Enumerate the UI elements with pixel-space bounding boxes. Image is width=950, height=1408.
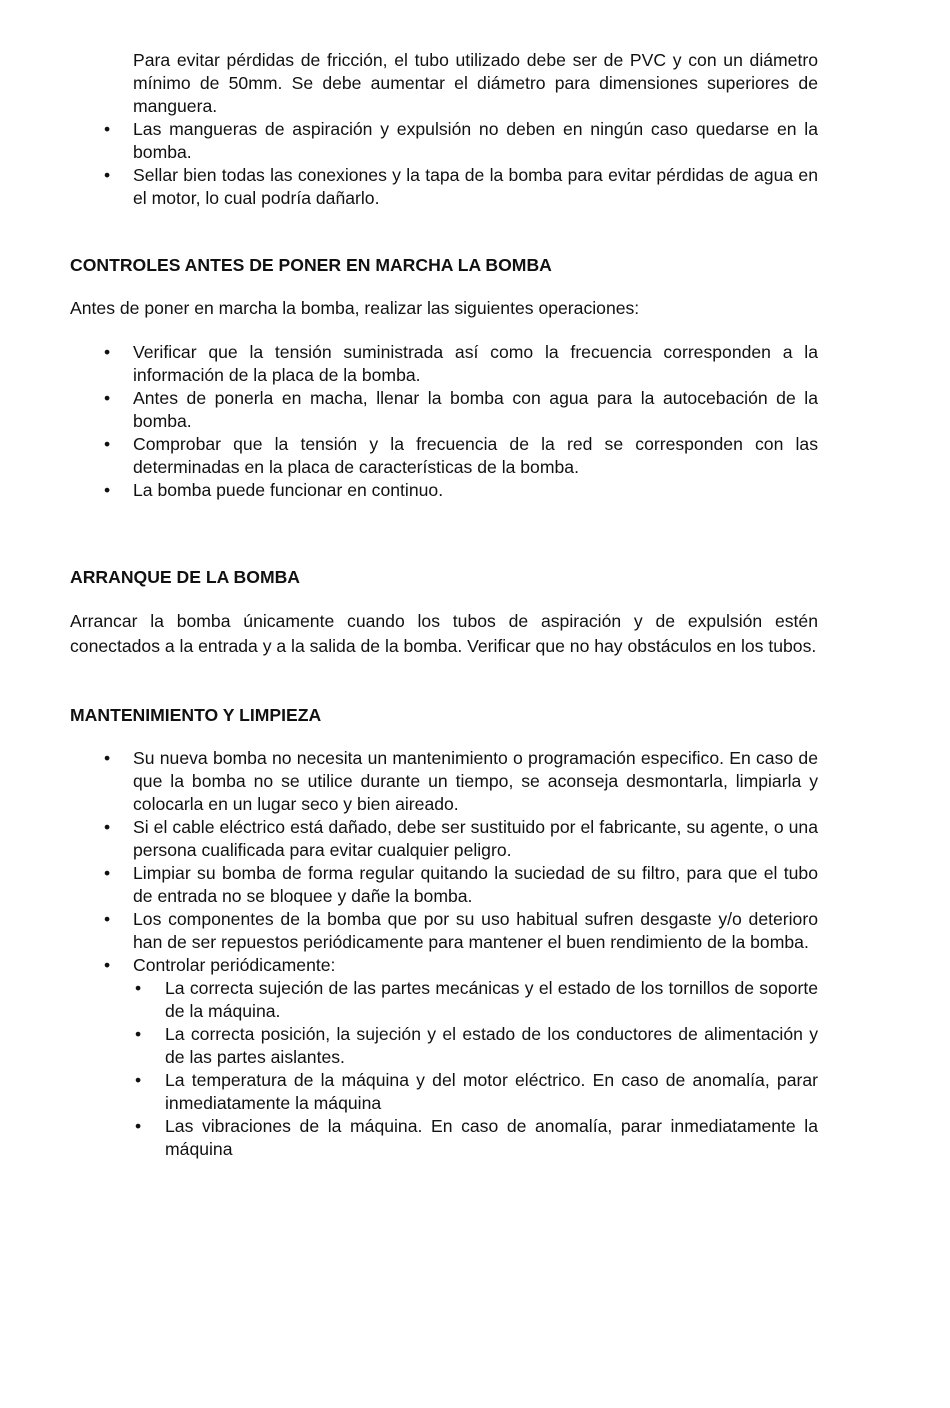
- bullet-dot: •: [104, 955, 111, 975]
- bullet-dot: •: [104, 434, 111, 454]
- bullet-dot: •: [104, 748, 111, 768]
- bullet-dot: •: [104, 909, 111, 929]
- continuation-paragraph: Para evitar pérdidas de fricción, el tubo utilizado debe ser de PVC y con un diámetro mínimo de 50mm. Se debe aumentar el diámetro para dimensiones superiores de manguera.: [133, 50, 818, 116]
- controles-section: [70, 254, 818, 277]
- mantenimiento-bullet-list: [70, 747, 818, 1161]
- bullet-dot: •: [104, 342, 111, 362]
- list-item: [70, 341, 818, 387]
- section-heading: CONTROLES ANTES DE PONER EN MARCHA LA BOMBA: [70, 255, 552, 275]
- arranque-paragraph: Arrancar la bomba únicamente cuando los tubos de aspiración y de expulsión estén conectados a la entrada y a la salida de la bomba. Verificar que no hay obstáculos en los tubos.: [70, 611, 818, 656]
- sub-list-item-text: La correcta posición, la sujeción y el estado de los conductores de alimentación y de las partes aislantes.: [165, 1024, 818, 1067]
- sub-list-item-text: La temperatura de la máquina y del motor eléctrico. En caso de anomalía, parar inmediatamente la máquina: [165, 1070, 818, 1113]
- arranque-text-wrap: [70, 609, 818, 659]
- list-item: [70, 908, 818, 954]
- list-item-text: Limpiar su bomba de forma regular quitando la suciedad de su filtro, para que el tubo de entrada no se bloquee y dañe la bomba.: [133, 863, 818, 906]
- continuation-bullet-list: [70, 118, 818, 210]
- bullet-dot: •: [135, 978, 142, 998]
- list-item-text: Las mangueras de aspiración y expulsión no deben en ningún caso quedarse en la bomba.: [133, 119, 818, 162]
- mantenimiento-bullet-list-wrap: [70, 747, 818, 1161]
- list-item: [70, 862, 818, 908]
- controles-bullet-list-wrap: [70, 341, 818, 502]
- list-item: [70, 954, 818, 1161]
- bullet-dot: •: [135, 1070, 142, 1090]
- list-item-text: Sellar bien todas las conexiones y la tapa de la bomba para evitar pérdidas de agua en el motor, lo cual podría dañarlo.: [133, 165, 818, 208]
- sub-list-item: [133, 977, 818, 1023]
- section-heading: ARRANQUE DE LA BOMBA: [70, 567, 301, 587]
- bullet-dot: •: [135, 1024, 142, 1044]
- sub-list-item-text: Las vibraciones de la máquina. En caso de anomalía, parar inmediatamente la máquina: [165, 1116, 818, 1159]
- controles-bullet-list: [70, 341, 818, 502]
- list-item: [70, 747, 818, 816]
- list-item-text: Su nueva bomba no necesita un mantenimiento o programación especifico. En caso de que la bomba no se utilice durante un tiempo, se aconseja desmontarla, limpiarla y colocarla en un lugar seco y bien aireado.: [133, 748, 818, 814]
- bullet-dot: •: [104, 863, 111, 883]
- list-item: [70, 816, 818, 862]
- section-heading: MANTENIMIENTO Y LIMPIEZA: [70, 705, 322, 725]
- mantenimiento-section: [70, 704, 818, 727]
- list-item-text: Los componentes de la bomba que por su uso habitual sufren desgaste y/o deterioro han de ser repuestos periódicamente para mantener el buen rendimiento de la bomba.: [133, 909, 818, 952]
- bullet-dot: •: [135, 1116, 142, 1136]
- bullet-dot: •: [104, 388, 111, 408]
- list-item-text: Antes de ponerla en macha, llenar la bomba con agua para la autocebación de la bomba.: [133, 388, 818, 431]
- sub-bullet-list: [133, 977, 818, 1161]
- list-item-text: Si el cable eléctrico está dañado, debe ser sustituido por el fabricante, su agente, o una persona cualificada para evitar cualquier peligro.: [133, 817, 818, 860]
- sub-list-item-text: La correcta sujeción de las partes mecánicas y el estado de los tornillos de soporte de la máquina.: [165, 978, 818, 1021]
- list-item: [70, 118, 818, 164]
- list-item-text: Verificar que la tensión suministrada así como la frecuencia corresponden a la información de la placa de la bomba.: [133, 342, 818, 385]
- bullet-dot: •: [104, 165, 111, 185]
- list-item-text: La bomba puede funcionar en continuo.: [133, 480, 444, 500]
- sub-list-item: [133, 1069, 818, 1115]
- bullet-dot: •: [104, 119, 111, 139]
- continuation-section: [70, 49, 818, 210]
- arranque-section: [70, 566, 818, 589]
- list-item: [70, 164, 818, 210]
- sub-list-item: [133, 1023, 818, 1069]
- controles-intro-wrap: [70, 297, 818, 320]
- list-item: [70, 387, 818, 433]
- bullet-dot: •: [104, 817, 111, 837]
- list-item-text: Controlar periódicamente:: [133, 955, 336, 975]
- list-item-text: Comprobar que la tensión y la frecuencia de la red se corresponden con las determinadas en la placa de características de la bomba.: [133, 434, 818, 477]
- controles-intro: Antes de poner en marcha la bomba, realizar las siguientes operaciones:: [70, 298, 640, 318]
- list-item: [70, 479, 818, 502]
- bullet-dot: •: [104, 480, 111, 500]
- sub-list-item: [133, 1115, 818, 1161]
- list-item: [70, 433, 818, 479]
